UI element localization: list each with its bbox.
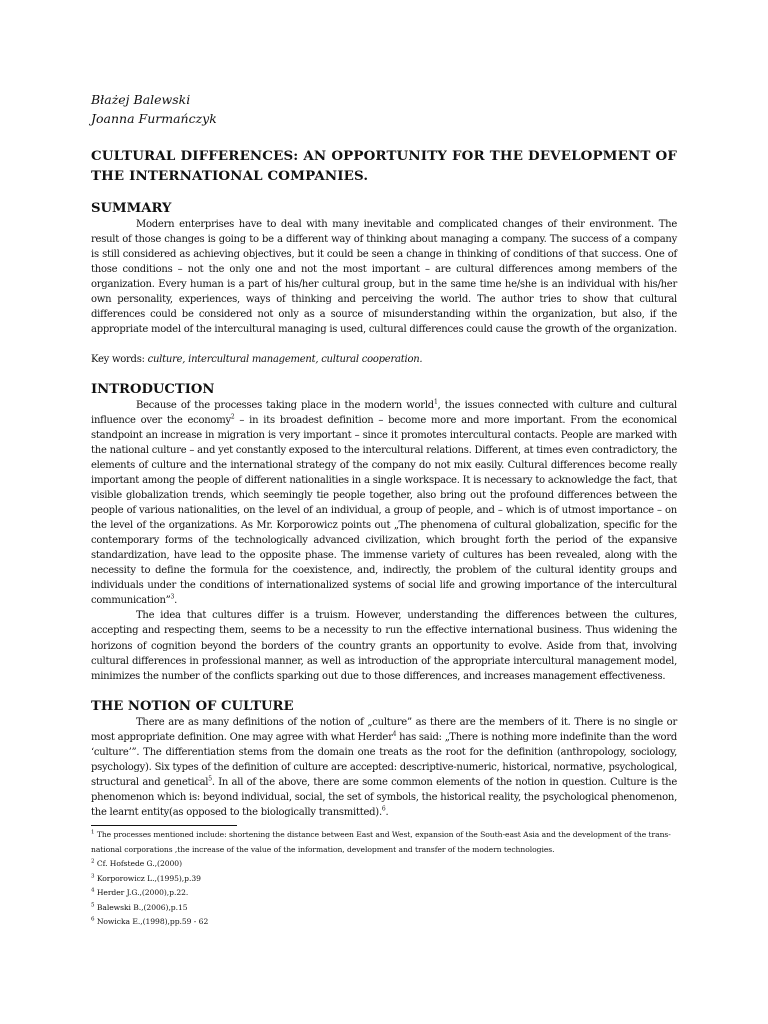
summary-heading: SUMMARY	[91, 201, 172, 216]
footnote-ref: 4	[392, 730, 397, 738]
summary-paragraph: Modern enterprises have to deal with many inevitable and complicated changes of their environment. The result of those changes is going to be a different way of thinking about managing a company. The success of a company is still considered as achieving objectives, but it could be seen a change in thinking of conditions of that success. One of those conditions – not the only one and not the most important – are cultural differences among members of the organization. Every human is a part of his/her cultural group, but in the same time he/she is an individual with his/her own personality, experiences, ways of thinking and perceiving the world. The author tries to show that cultural differences could be considered not only as a source of misunderstanding within the organization, but also, if the appropriate model of the intercultural managing is used, cultural differences could cause the growth of the organization.	[91, 219, 677, 336]
text-run: Because of the processes taking place in the modern world	[136, 399, 434, 411]
footnote-text: The processes mentioned include: shortening the distance between East and West, expansion of the South-east Asia and the development of the trans-national corporations ,the increase of the value of the information, development and transfer of the modern technologies.	[91, 830, 671, 854]
text-run: .	[174, 595, 178, 607]
introduction-paragraph-1	[91, 398, 677, 609]
footnote-text: Herder J.G.,(2000),p.22.	[94, 888, 189, 898]
document-title: CULTURAL DIFFERENCES: AN OPPORTUNITY FOR THE DEVELOPMENT OF THE INTERNATIONAL COMPANIES.	[91, 148, 677, 184]
footnote	[91, 872, 677, 887]
author-name: Joanna Furmańczyk	[91, 111, 217, 126]
text-run: .	[385, 807, 389, 819]
footnote-separator	[91, 825, 237, 826]
document-page	[91, 90, 677, 930]
text-run: – in its broadest definition – become more and more important. From the economical standpoint an increase in migration is very important – since it promotes intercultural contacts. People are marked with the national culture – and yet constantly exposed to the intercultural relations. Different, at times even contradictory, the elements of culture and the international strategy of the company do not mix easily. Cultural differences become really important among the people of different nationalities in a single workspace. It is necessary to acknowledge the fact, that visible globalization trends, which seemingly tie people together, also bring out the profound differences between the people of various nationalities, on the level of an individual, a group of people, and – which is of utmost importance – on the level of the organizations. As Mr. Korporowicz points out „The phenomena of cultural globalization, specific for the contemporary forms of the technologically advanced civilization, which brought forth the period of the expansive standardization, have lead to the opposite phase. The immense variety of cultures has been revealed, along with the necessity to define the formula for the coexistence, and, indirectly, the problem of the cultural identity groups and individuals under the conditions of internationalized systems of social life and growing importance of the intercultural communication”	[91, 414, 677, 607]
keywords-value: culture, intercultural management, cultural cooperation.	[147, 353, 423, 365]
culture-paragraph	[91, 715, 677, 820]
keywords-line	[91, 352, 677, 367]
footnote-number: 4	[91, 887, 95, 894]
text-run: , the issues connected with culture and cultural influence over the economy	[91, 399, 677, 426]
footnote	[91, 915, 677, 930]
footnote-text: Cf. Hofstede G.,(2000)	[94, 859, 182, 869]
footnote-number: 5	[91, 902, 95, 909]
footnote-ref: 6	[381, 805, 386, 813]
footnotes	[91, 828, 677, 930]
footnote-number: 3	[91, 873, 95, 880]
footnote-number: 1	[91, 829, 95, 836]
footnote-text: Korporowicz L.,(1995),p.39	[94, 873, 201, 883]
footnote-ref: 2	[230, 413, 235, 421]
footnote	[91, 901, 677, 916]
footnote-ref: 3	[170, 593, 175, 601]
footnote-number: 2	[91, 858, 95, 865]
text-run: has said: „There is nothing more indefinite than the word ‘culture’”. The differentiation stems from the domain one treats as the root for the definition (anthropology, sociology, psychology). Six types of the definition of culture are accepted: descriptive-numeric, historical, normative, psychological, structural and genetical	[91, 731, 677, 788]
footnote	[91, 886, 677, 901]
introduction-paragraph-2: The idea that cultures differ is a truism. However, understanding the differences between the cultures, accepting and respecting them, seems to be a necessity to run the effective international business. Thus widening the horizons of cognition beyond the borders of the country grants an opportunity to evolve. Aside from that, involving cultural differences in professional manner, as well as introduction of the appropriate intercultural management model, minimizes the number of the conflicts sparking out due to those differences, and increases management effectiveness.	[91, 610, 677, 682]
footnote-number: 6	[91, 916, 95, 923]
text-run: There are as many definitions of the notion of „culture” as there are the members of it. There is no single or most appropriate definition. One may agree with what Herder	[91, 716, 677, 743]
authors-block	[91, 90, 677, 128]
culture-heading: THE NOTION OF CULTURE	[91, 698, 294, 714]
footnote-ref: 5	[208, 775, 212, 783]
author-name: Błażej Balewski	[91, 92, 191, 107]
footnote-text: Balewski B.,(2006),p.15	[94, 902, 188, 912]
introduction-heading: INTRODUCTION	[91, 381, 215, 397]
footnote	[91, 857, 677, 872]
footnote-text: Nowicka E.,(1998),pp.59 - 62	[94, 917, 209, 927]
keywords-label: Key words:	[91, 353, 148, 365]
footnote	[91, 828, 677, 857]
footnote-ref: 1	[433, 398, 438, 406]
text-run: . In all of the above, there are some common elements of the notion in question. Culture is the phenomenon which is: beyond individual, social, the set of symbols, the historical reality, the psychological phenomenon, the learnt entity(as opposed to the biologically transmitted).	[91, 776, 677, 819]
